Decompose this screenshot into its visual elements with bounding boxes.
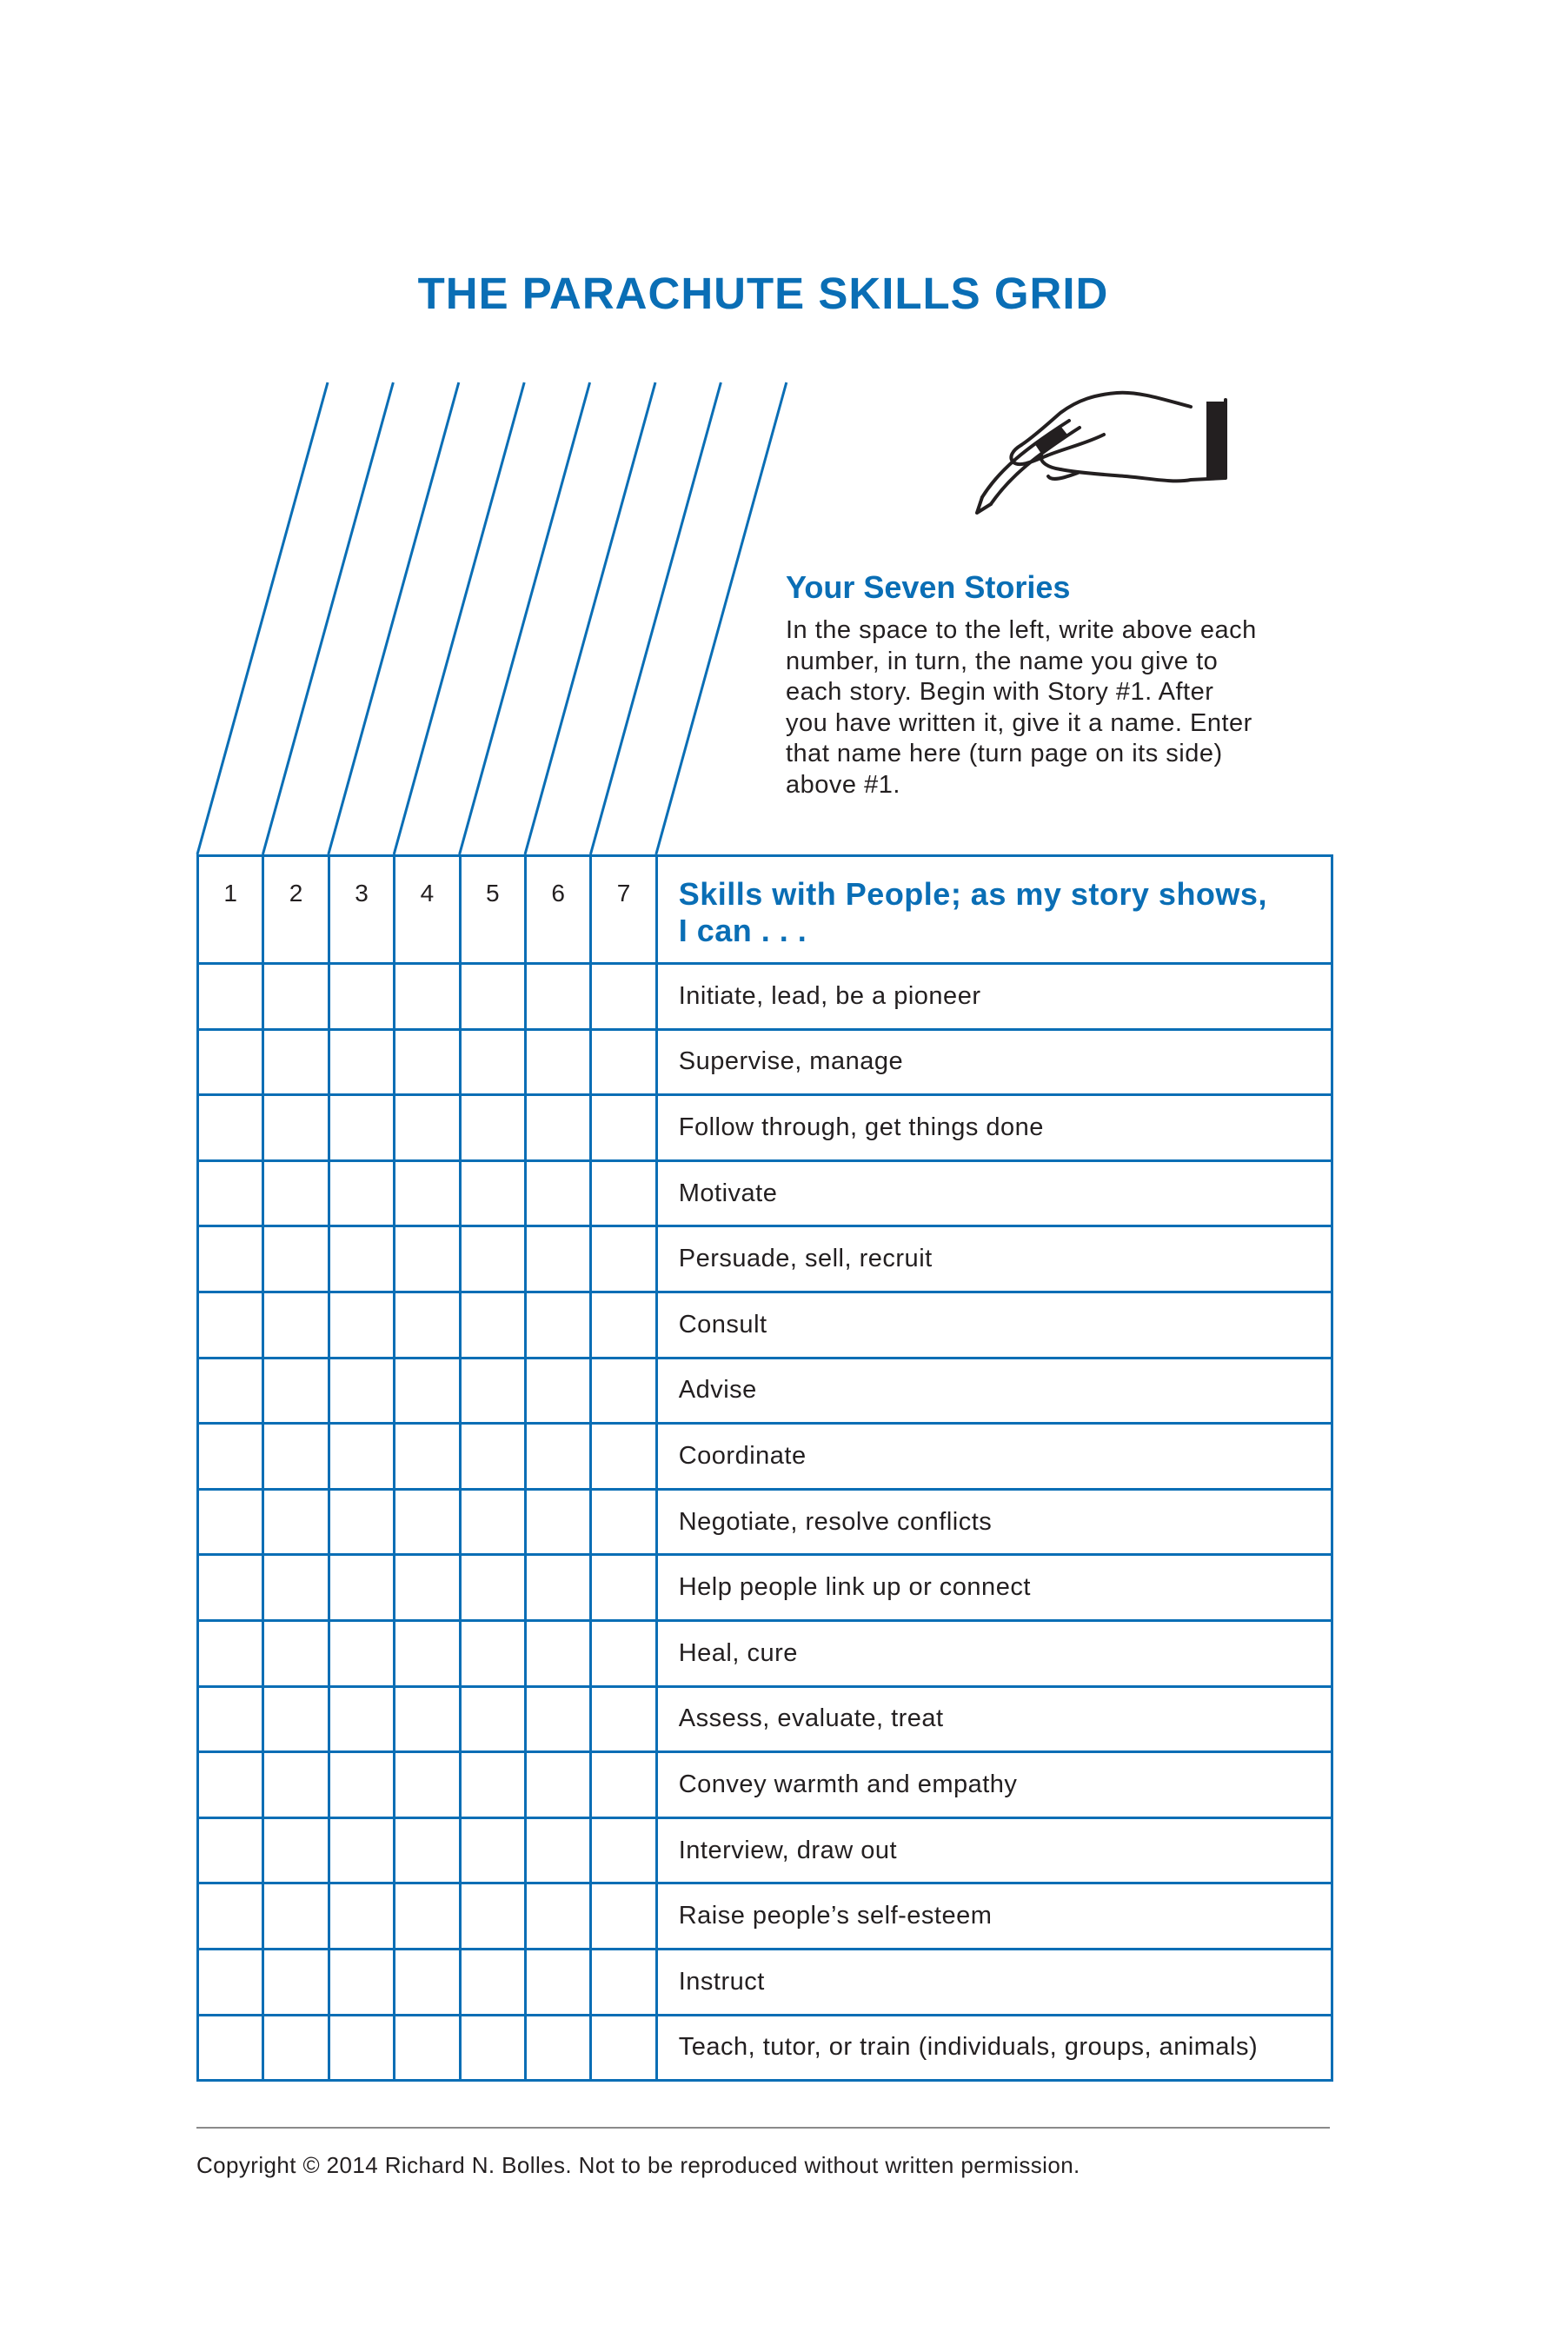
story-check-cell-1[interactable] (198, 1226, 263, 1292)
story-number-2: 2 (263, 856, 329, 964)
instruction-line: you have written it, give it a name. Enter (786, 708, 1252, 737)
story-check-cell-7[interactable] (591, 1095, 656, 1161)
instruction-line: that name here (turn page on its side) (786, 740, 1223, 767)
skill-row (198, 1424, 1332, 1490)
story-check-cell-6[interactable] (525, 1686, 590, 1752)
instruction-line: each story. Begin with Story #1. After (786, 678, 1214, 706)
skill-label: Negotiate, resolve conflicts (656, 1489, 1332, 1555)
story-check-cell-6[interactable] (525, 1555, 590, 1621)
story-check-cell-7[interactable] (591, 1949, 656, 2015)
instruction-line: above #1. (786, 770, 900, 799)
story-check-cell-7[interactable] (591, 1620, 656, 1686)
story-check-cell-1[interactable] (198, 1686, 263, 1752)
story-check-cell-7[interactable] (591, 1424, 656, 1490)
story-check-cell-7[interactable] (591, 1358, 656, 1424)
story-number-5: 5 (460, 856, 525, 964)
story-name-line (525, 382, 655, 854)
story-check-cell-3[interactable] (329, 1160, 394, 1226)
story-check-cell-6[interactable] (525, 1424, 590, 1490)
pointing-hand-icon (973, 382, 1234, 521)
story-name-line (394, 382, 524, 854)
story-check-cell-1[interactable] (198, 1752, 263, 1818)
story-number-4: 4 (395, 856, 460, 964)
story-check-cell-4[interactable] (395, 1160, 460, 1226)
skill-label: Persuade, sell, recruit (656, 1226, 1332, 1292)
copyright-notice: Copyright © 2014 Richard N. Bolles. Not to be reproduced without written permission. (196, 2152, 1080, 2178)
story-check-cell-2[interactable] (263, 1424, 329, 1490)
story-check-cell-7[interactable] (591, 1883, 656, 1950)
page-title: THE PARACHUTE SKILLS GRID (417, 269, 1109, 318)
story-name-line (590, 382, 721, 854)
story-check-cell-4[interactable] (395, 1949, 460, 2015)
story-check-cell-1[interactable] (198, 1160, 263, 1226)
skill-row (198, 1358, 1332, 1424)
story-check-cell-6[interactable] (525, 1358, 590, 1424)
skill-label: Assess, evaluate, treat (656, 1686, 1332, 1752)
skill-label: Instruct (656, 1949, 1332, 2015)
story-check-cell-4[interactable] (395, 1752, 460, 1818)
story-check-cell-7[interactable] (591, 964, 656, 1030)
story-check-cell-1[interactable] (198, 1620, 263, 1686)
skill-label: Convey warmth and empathy (656, 1752, 1332, 1818)
skill-label: Interview, draw out (656, 1817, 1332, 1883)
story-check-cell-2[interactable] (263, 1226, 329, 1292)
story-check-cell-1[interactable] (198, 1883, 263, 1950)
story-check-cell-2[interactable] (263, 964, 329, 1030)
skill-row (198, 2015, 1332, 2081)
story-check-cell-1[interactable] (198, 1358, 263, 1424)
skill-row (198, 1949, 1332, 2015)
story-check-cell-6[interactable] (525, 2015, 590, 2081)
story-check-cell-3[interactable] (329, 1358, 394, 1424)
skills-heading (656, 856, 1332, 964)
skill-label: Raise people’s self-esteem (656, 1883, 1332, 1950)
story-check-cell-3[interactable] (329, 1949, 394, 2015)
story-check-cell-1[interactable] (198, 964, 263, 1030)
story-check-cell-2[interactable] (263, 1752, 329, 1818)
story-check-cell-1[interactable] (198, 1029, 263, 1095)
story-check-cell-4[interactable] (395, 1620, 460, 1686)
story-check-cell-7[interactable] (591, 1752, 656, 1818)
story-check-cell-5[interactable] (460, 1686, 525, 1752)
story-check-cell-1[interactable] (198, 2015, 263, 2081)
story-number-6: 6 (525, 856, 590, 964)
story-check-cell-3[interactable] (329, 1817, 394, 1883)
story-check-cell-2[interactable] (263, 1949, 329, 2015)
story-check-cell-5[interactable] (460, 1883, 525, 1950)
story-check-cell-4[interactable] (395, 1686, 460, 1752)
story-check-cell-4[interactable] (395, 1883, 460, 1950)
skill-row (198, 1620, 1332, 1686)
story-check-cell-1[interactable] (198, 1292, 263, 1358)
story-check-cell-1[interactable] (198, 1424, 263, 1490)
story-check-cell-6[interactable] (525, 1292, 590, 1358)
story-check-cell-1[interactable] (198, 1817, 263, 1883)
story-check-cell-3[interactable] (329, 1620, 394, 1686)
story-number-3: 3 (329, 856, 394, 964)
story-check-cell-3[interactable] (329, 964, 394, 1030)
story-check-cell-5[interactable] (460, 1489, 525, 1555)
story-check-cell-1[interactable] (198, 1489, 263, 1555)
story-check-cell-6[interactable] (525, 1160, 590, 1226)
story-check-cell-2[interactable] (263, 1160, 329, 1226)
story-check-cell-2[interactable] (263, 1620, 329, 1686)
story-check-cell-7[interactable] (591, 1160, 656, 1226)
story-check-cell-4[interactable] (395, 1424, 460, 1490)
skill-row (198, 1226, 1332, 1292)
story-check-cell-2[interactable] (263, 1095, 329, 1161)
story-check-cell-3[interactable] (329, 1292, 394, 1358)
skills-heading-line: Skills with People; as my story shows, (678, 876, 1267, 912)
story-check-cell-4[interactable] (395, 1029, 460, 1095)
story-check-cell-4[interactable] (395, 1292, 460, 1358)
story-check-cell-5[interactable] (460, 1226, 525, 1292)
story-check-cell-6[interactable] (525, 1095, 590, 1161)
skills-grid (196, 854, 1333, 2082)
story-check-cell-5[interactable] (460, 1029, 525, 1095)
story-name-line (656, 382, 787, 854)
skill-row (198, 1817, 1332, 1883)
skill-label: Motivate (656, 1160, 1332, 1226)
skill-row (198, 1752, 1332, 1818)
skill-row (198, 1292, 1332, 1358)
story-check-cell-4[interactable] (395, 1555, 460, 1621)
story-number-1: 1 (198, 856, 263, 964)
skill-row (198, 1160, 1332, 1226)
story-check-cell-2[interactable] (263, 1292, 329, 1358)
story-check-cell-5[interactable] (460, 1424, 525, 1490)
skill-row (198, 964, 1332, 1030)
skill-label: Help people link up or connect (656, 1555, 1332, 1621)
story-check-cell-5[interactable] (460, 2015, 525, 2081)
story-check-cell-7[interactable] (591, 1226, 656, 1292)
story-check-cell-7[interactable] (591, 2015, 656, 2081)
story-check-cell-4[interactable] (395, 964, 460, 1030)
story-check-cell-1[interactable] (198, 1949, 263, 2015)
story-check-cell-4[interactable] (395, 1358, 460, 1424)
story-check-cell-2[interactable] (263, 1555, 329, 1621)
story-check-cell-3[interactable] (329, 1095, 394, 1161)
skill-row (198, 1029, 1332, 1095)
story-check-cell-7[interactable] (591, 1686, 656, 1752)
story-check-cell-5[interactable] (460, 1752, 525, 1818)
instruction-line: number, in turn, the name you give to (786, 647, 1219, 675)
story-check-cell-7[interactable] (591, 1555, 656, 1621)
story-check-cell-7[interactable] (591, 1817, 656, 1883)
story-check-cell-6[interactable] (525, 1029, 590, 1095)
instruction-line: In the space to the left, write above each (786, 616, 1257, 644)
skill-label: Advise (656, 1358, 1332, 1424)
story-check-cell-7[interactable] (591, 1489, 656, 1555)
stories-heading: Your Seven Stories (786, 569, 1071, 605)
skill-label: Initiate, lead, be a pioneer (656, 964, 1332, 1030)
skill-row (198, 1555, 1332, 1621)
story-check-cell-5[interactable] (460, 1095, 525, 1161)
story-check-cell-4[interactable] (395, 1817, 460, 1883)
skill-row (198, 1489, 1332, 1555)
story-check-cell-5[interactable] (460, 1160, 525, 1226)
story-check-cell-5[interactable] (460, 1555, 525, 1621)
story-check-cell-3[interactable] (329, 1226, 394, 1292)
story-check-cell-3[interactable] (329, 1752, 394, 1818)
story-check-cell-4[interactable] (395, 1095, 460, 1161)
story-check-cell-3[interactable] (329, 1686, 394, 1752)
story-check-cell-6[interactable] (525, 1226, 590, 1292)
story-check-cell-2[interactable] (263, 2015, 329, 2081)
story-check-cell-7[interactable] (591, 1029, 656, 1095)
story-name-line (197, 382, 328, 854)
story-check-cell-2[interactable] (263, 1029, 329, 1095)
story-check-cell-5[interactable] (460, 1358, 525, 1424)
story-check-cell-6[interactable] (525, 964, 590, 1030)
story-check-cell-3[interactable] (329, 2015, 394, 2081)
story-check-cell-3[interactable] (329, 1555, 394, 1621)
story-check-cell-4[interactable] (395, 1226, 460, 1292)
story-name-line (460, 382, 590, 854)
skill-row (198, 1686, 1332, 1752)
story-check-cell-5[interactable] (460, 1620, 525, 1686)
story-check-cell-3[interactable] (329, 1883, 394, 1950)
story-check-cell-2[interactable] (263, 1358, 329, 1424)
story-check-cell-6[interactable] (525, 1817, 590, 1883)
skill-label: Coordinate (656, 1424, 1332, 1490)
skill-row (198, 1095, 1332, 1161)
skill-label: Heal, cure (656, 1620, 1332, 1686)
story-check-cell-1[interactable] (198, 1555, 263, 1621)
grid-header-row (198, 856, 1332, 964)
story-number-7: 7 (591, 856, 656, 964)
story-check-cell-3[interactable] (329, 1424, 394, 1490)
story-check-cell-6[interactable] (525, 1949, 590, 2015)
story-check-cell-2[interactable] (263, 1489, 329, 1555)
skill-label: Supervise, manage (656, 1029, 1332, 1095)
story-check-cell-6[interactable] (525, 1752, 590, 1818)
story-check-cell-4[interactable] (395, 2015, 460, 2081)
story-check-cell-5[interactable] (460, 1817, 525, 1883)
skill-row (198, 1883, 1332, 1950)
story-check-cell-6[interactable] (525, 1489, 590, 1555)
skills-heading-line: I can . . . (678, 913, 807, 948)
story-check-cell-7[interactable] (591, 1292, 656, 1358)
story-check-cell-2[interactable] (263, 1686, 329, 1752)
story-check-cell-5[interactable] (460, 1292, 525, 1358)
story-check-cell-6[interactable] (525, 1620, 590, 1686)
skill-label: Consult (656, 1292, 1332, 1358)
story-check-cell-4[interactable] (395, 1489, 460, 1555)
story-check-cell-2[interactable] (263, 1883, 329, 1950)
story-check-cell-3[interactable] (329, 1029, 394, 1095)
story-name-line (262, 382, 393, 854)
footer-divider (196, 2127, 1330, 2129)
skill-label: Follow through, get things done (656, 1095, 1332, 1161)
story-check-cell-5[interactable] (460, 964, 525, 1030)
story-check-cell-1[interactable] (198, 1095, 263, 1161)
story-check-cell-6[interactable] (525, 1883, 590, 1950)
story-check-cell-3[interactable] (329, 1489, 394, 1555)
stories-instructions (786, 615, 1325, 800)
story-check-cell-5[interactable] (460, 1949, 525, 2015)
skill-label: Teach, tutor, or train (individuals, groups, animals) (656, 2015, 1332, 2081)
story-check-cell-2[interactable] (263, 1817, 329, 1883)
story-name-line (329, 382, 459, 854)
